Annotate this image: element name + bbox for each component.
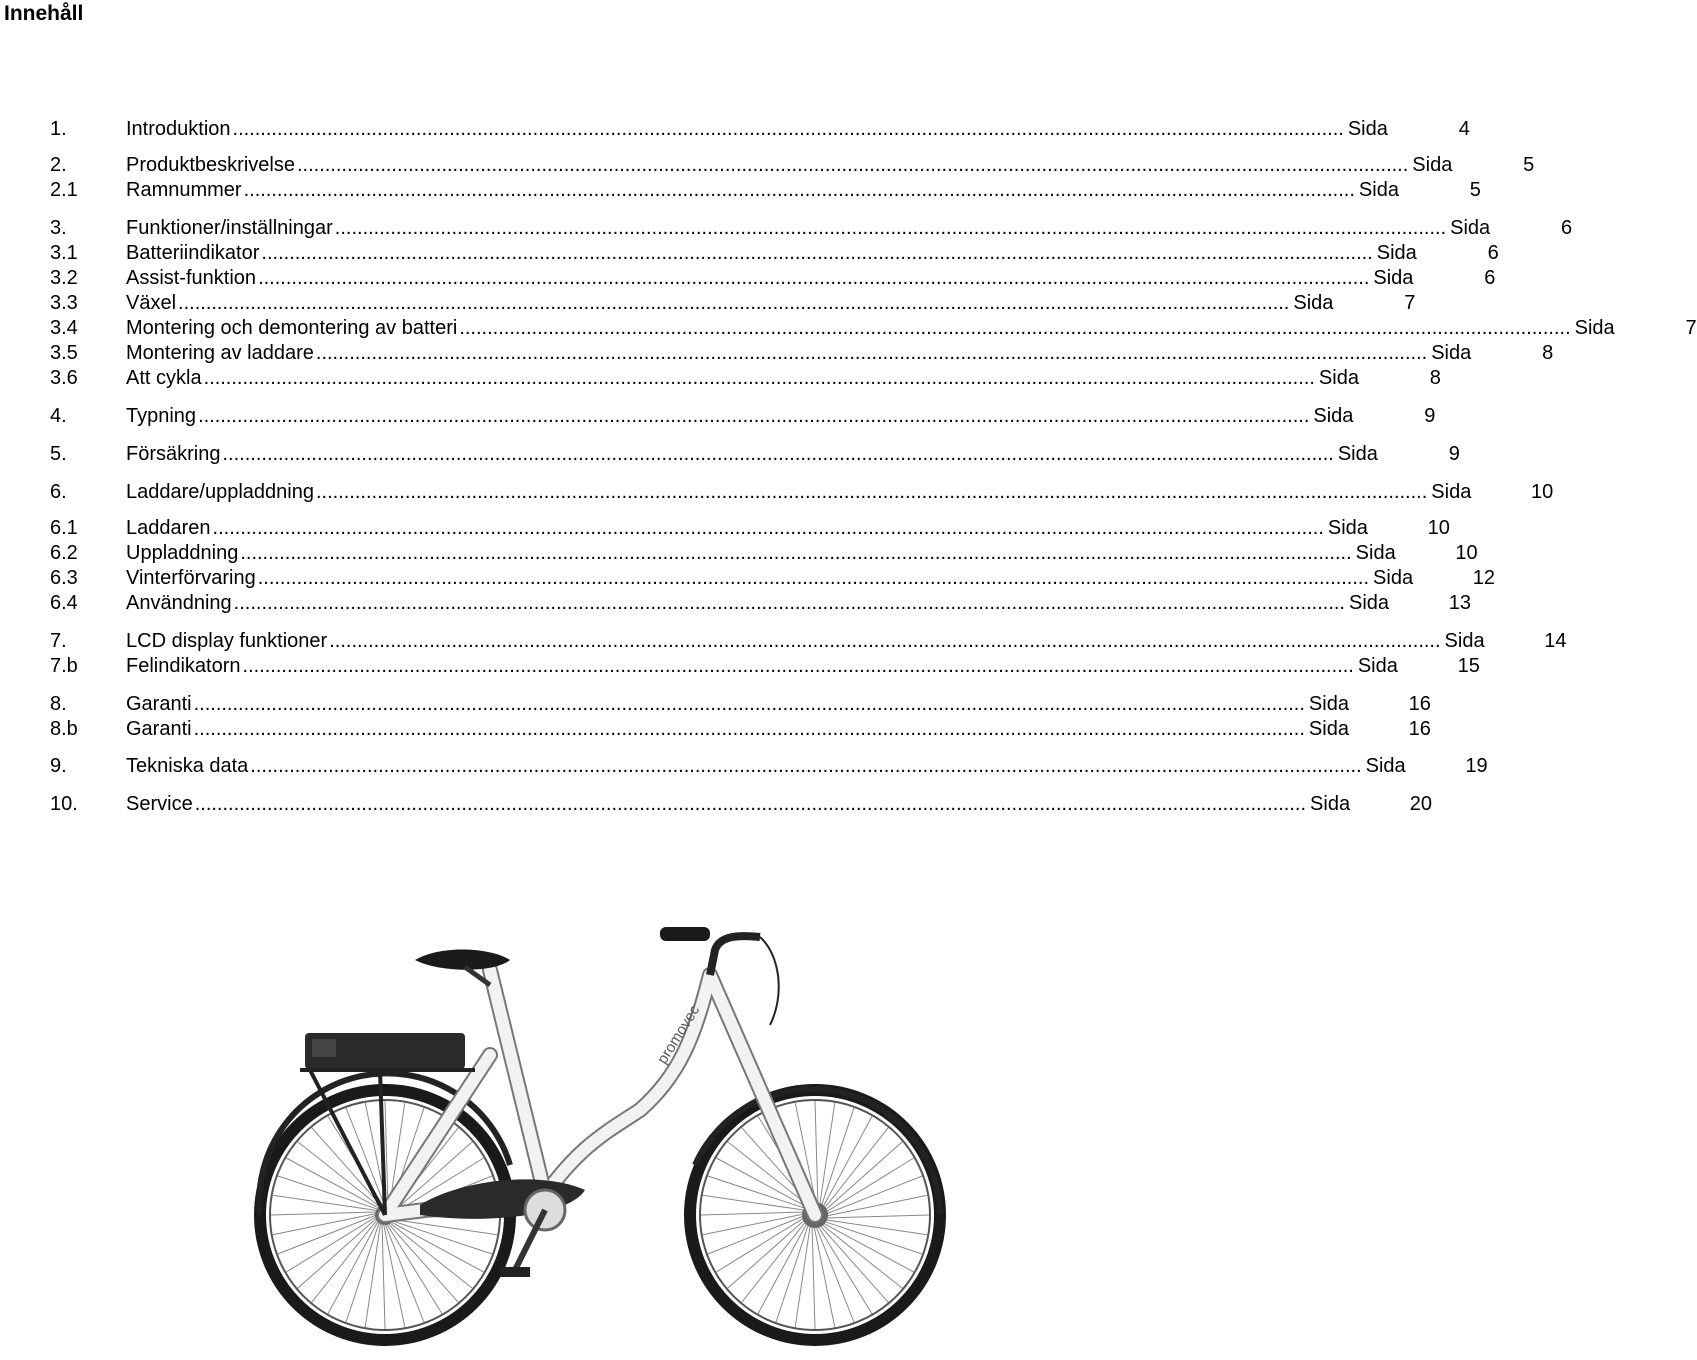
toc-page-label: Sida: [1450, 217, 1491, 239]
toc-number: 3.2: [50, 267, 78, 289]
toc-entry[interactable]: [50, 754, 1488, 778]
toc-page-number: 8: [1542, 342, 1554, 364]
toc-leader-dots: ........................................................................................................................................................................................................: [203, 367, 1315, 389]
toc-page-label: Sida: [1308, 693, 1349, 715]
toc-title: Montering och demontering av batteri: [126, 317, 458, 339]
toc-leader-dots: ........................................................................................................................................................................................................: [334, 217, 1447, 239]
toc-page-number: 9: [1448, 443, 1460, 465]
toc-number: 8.: [50, 693, 67, 715]
toc-leader-dots: ........................................................................................................................................................................................................: [250, 755, 1362, 777]
toc-leader-dots: ........................................................................................................................................................................................................: [233, 592, 1345, 614]
toc-page-number: 20: [1409, 793, 1433, 815]
toc-title: Felindikatorn: [126, 655, 241, 677]
toc-page-label: Sida: [1308, 718, 1349, 740]
toc-page-number: 5: [1469, 179, 1481, 201]
toc-number: 3.4: [50, 317, 78, 339]
toc-page-label: Sida: [1373, 267, 1414, 289]
toc-page-number: 10: [1455, 542, 1478, 564]
toc-leader-dots: ........................................................................................................................................................................................................: [242, 655, 1354, 677]
toc-number: 6.1: [50, 517, 78, 539]
toc-entry[interactable]: [50, 117, 1470, 141]
toc-number: 4.: [50, 405, 67, 427]
toc-leader-dots: ........................................................................................................................................................................................................: [193, 693, 1305, 715]
toc-entry[interactable]: [50, 591, 1471, 615]
toc-title: Batteriindikator: [126, 242, 260, 264]
toc-title: Funktioner/inställningar: [126, 217, 333, 239]
toc-entry[interactable]: [50, 241, 1499, 265]
toc-entry[interactable]: [50, 266, 1496, 290]
toc-entry[interactable]: [50, 291, 1416, 315]
toc-title: Montering av laddare: [126, 342, 314, 364]
toc-page-label: Sida: [1574, 317, 1615, 339]
toc-page-label: Sida: [1357, 655, 1398, 677]
toc-number: 8.b: [50, 718, 78, 740]
toc-entry[interactable]: [50, 480, 1554, 504]
toc-number: 6.3: [50, 567, 78, 589]
toc-number: 7.b: [50, 655, 78, 677]
toc-page-label: Sida: [1355, 542, 1396, 564]
toc-entry[interactable]: [50, 792, 1433, 816]
toc-leader-dots: ........................................................................................................................................................................................................: [178, 292, 1290, 314]
toc-title: Användning: [126, 592, 232, 614]
toc-page-number: 6: [1560, 217, 1573, 239]
toc-page-number: 13: [1448, 592, 1471, 614]
toc-title: Ramnummer: [126, 179, 242, 201]
toc-leader-dots: ........................................................................................................................................................................................................: [296, 154, 1409, 176]
toc-entry[interactable]: [50, 654, 1480, 678]
toc-page-label: Sida: [1431, 342, 1472, 364]
toc-page-number: 4: [1458, 118, 1470, 140]
toc-number: 6.4: [50, 592, 78, 614]
bicycle-image: [240, 915, 955, 1355]
toc-leader-dots: ........................................................................................................................................................................................................: [261, 242, 1373, 264]
toc-leader-dots: ........................................................................................................................................................................................................: [212, 517, 1324, 539]
toc-number: 10.: [50, 793, 78, 815]
toc-leader-dots: ........................................................................................................................................................................................................: [198, 405, 1310, 427]
toc-page-label: Sida: [1327, 517, 1368, 539]
toc-title: Tekniska data: [126, 755, 249, 777]
toc-page-label: Sida: [1348, 592, 1390, 614]
toc-title: Garanti: [126, 718, 192, 740]
toc-title: Försäkring: [126, 443, 221, 465]
toc-entry[interactable]: [50, 216, 1573, 240]
toc-entry[interactable]: [50, 516, 1450, 540]
toc-page-number: 16: [1408, 693, 1431, 715]
toc-page-label: Sida: [1313, 405, 1354, 427]
toc-title: Introduktion: [126, 118, 231, 140]
toc-leader-dots: ........................................................................................................................................................................................................: [193, 718, 1305, 740]
toc-title: LCD display funktioner: [126, 630, 328, 652]
toc-entry[interactable]: [50, 366, 1441, 390]
toc-number: 6.2: [50, 542, 78, 564]
toc-number: 2.: [50, 154, 67, 176]
toc-leader-dots: ........................................................................................................................................................................................................: [315, 481, 1428, 503]
toc-number: 3.5: [50, 342, 78, 364]
toc-entry[interactable]: [50, 341, 1554, 365]
toc-title: Assist-funktion: [126, 267, 257, 289]
toc-entry[interactable]: [50, 541, 1478, 565]
toc-title: Service: [126, 793, 193, 815]
toc-number: 1.: [50, 118, 67, 140]
toc-page-label: Sida: [1358, 179, 1399, 201]
toc-number: 3.: [50, 217, 67, 239]
toc-page-label: Sida: [1347, 118, 1388, 140]
toc-page-label: Sida: [1431, 481, 1472, 503]
toc-leader-dots: ........................................................................................................................................................................................................: [329, 630, 1441, 652]
toc-leader-dots: ........................................................................................................................................................................................................: [315, 342, 1428, 364]
toc-leader-dots: ........................................................................................................................................................................................................: [459, 317, 1571, 339]
toc-entry[interactable]: [50, 316, 1697, 340]
toc-leader-dots: ........................................................................................................................................................................................................: [257, 567, 1370, 589]
toc-entry[interactable]: [50, 442, 1460, 466]
toc-title: Uppladdning: [126, 542, 239, 564]
toc-page-number: 14: [1544, 630, 1567, 652]
toc-title: Laddare/uppladdning: [126, 481, 314, 503]
toc-number: 3.1: [50, 242, 78, 264]
toc-number: 5.: [50, 443, 67, 465]
toc-page-label: Sida: [1412, 154, 1453, 176]
toc-entry[interactable]: [50, 178, 1481, 202]
toc-number: 3.3: [50, 292, 78, 314]
toc-title: Typning: [126, 405, 197, 427]
brand-logo: promovec: [653, 1002, 704, 1068]
toc-page-label: Sida: [1376, 242, 1417, 264]
toc-page-label: Sida: [1310, 793, 1351, 815]
toc-page-label: Sida: [1373, 567, 1414, 589]
toc-page-number: 16: [1408, 718, 1431, 740]
toc-page-number: 8: [1429, 367, 1441, 389]
toc-page-number: 6: [1487, 242, 1499, 264]
toc-page-number: 10: [1531, 481, 1554, 503]
toc-title: Växel: [126, 292, 177, 314]
toc-title: Laddaren: [126, 517, 211, 539]
toc-page-number: 7: [1685, 317, 1697, 339]
toc-entry[interactable]: [50, 629, 1567, 653]
toc-title: Vinterförvaring: [126, 567, 256, 589]
toc-leader-dots: ........................................................................................................................................................................................................: [222, 443, 1334, 465]
toc-entry[interactable]: [50, 404, 1436, 428]
toc-entry[interactable]: [50, 692, 1431, 716]
toc-number: 6.: [50, 481, 67, 503]
toc-entry[interactable]: [50, 153, 1535, 177]
toc-page-label: Sida: [1444, 630, 1485, 652]
page-title: Innehåll: [4, 2, 84, 25]
toc-page-number: 7: [1404, 292, 1416, 314]
toc-leader-dots: ........................................................................................................................................................................................................: [243, 179, 1355, 201]
toc-number: 7.: [50, 630, 67, 652]
toc-number: 3.6: [50, 367, 78, 389]
toc-leader-dots: ........................................................................................................................................................................................................: [194, 793, 1307, 815]
toc-title: Produktbeskrivelse: [126, 154, 295, 176]
toc-page-number: 9: [1424, 405, 1436, 427]
toc-leader-dots: ........................................................................................................................................................................................................: [240, 542, 1352, 564]
toc-page-number: 12: [1472, 567, 1496, 589]
toc-page-number: 6: [1484, 267, 1496, 289]
toc-page-number: 15: [1457, 655, 1480, 677]
toc-number: 9.: [50, 755, 67, 777]
toc-page-number: 5: [1523, 154, 1535, 176]
toc-title: Att cykla: [126, 367, 202, 389]
toc-page-label: Sida: [1318, 367, 1359, 389]
toc-number: 2.1: [50, 179, 78, 201]
toc-page-label: Sida: [1293, 292, 1334, 314]
toc-page-number: 19: [1465, 755, 1488, 777]
toc-leader-dots: ........................................................................................................................................................................................................: [232, 118, 1344, 140]
toc-leader-dots: ........................................................................................................................................................................................................: [258, 267, 1370, 289]
toc-entry[interactable]: [50, 717, 1431, 741]
toc-entry[interactable]: [50, 566, 1496, 590]
toc-page-label: Sida: [1365, 755, 1406, 777]
toc-title: Garanti: [126, 693, 192, 715]
toc-page-number: 10: [1427, 517, 1450, 539]
toc-page-label: Sida: [1337, 443, 1378, 465]
